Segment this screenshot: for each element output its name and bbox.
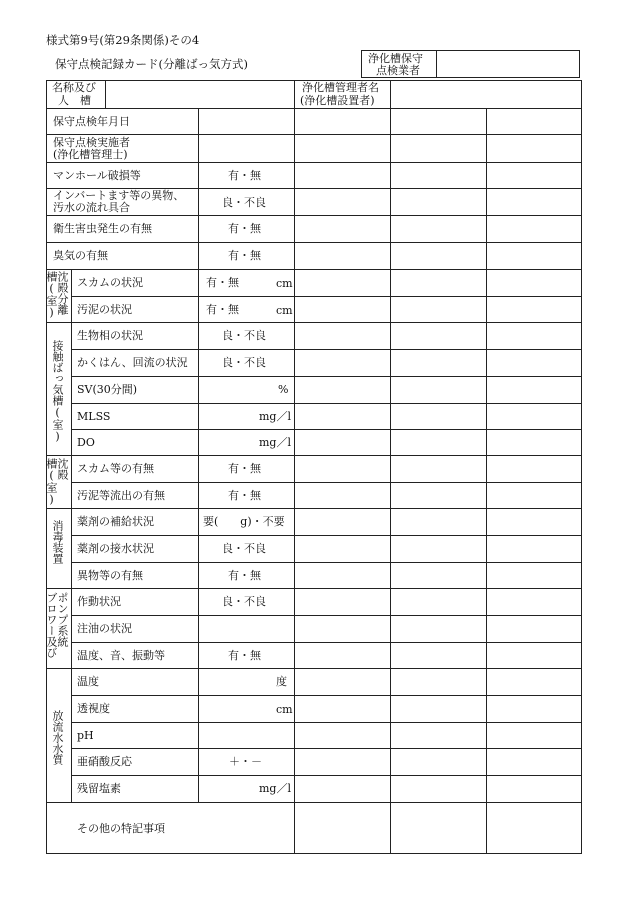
name-label-2: 人 槽 [58, 94, 91, 107]
row-pest-label: 衛生害虫発生の有無 [53, 222, 152, 235]
row-sludge2-label: 汚泥等流出の有無 [77, 489, 165, 502]
row-inspector-label-1: 保守点検実施者 [53, 136, 130, 149]
manager-label-2: (浄化槽設置者) [300, 94, 375, 107]
group-effluent-label: 放流水水質 [51, 710, 64, 765]
record-column-2[interactable] [392, 110, 484, 852]
contractor-label-1: 浄化槽保守 [368, 52, 423, 65]
row-do-label: DO [77, 436, 95, 449]
row-mlss-label: MLSS [77, 410, 111, 423]
row-do-unit: mg／l [259, 436, 291, 449]
contractor-label-2: 点検業者 [376, 64, 420, 77]
row-odor-label: 臭気の有無 [53, 249, 108, 262]
row-sludge-label: 汚泥の状況 [77, 303, 132, 316]
row-agent-label: 薬剤の補給状況 [77, 515, 154, 528]
row-sludge2-option: 有・無 [228, 489, 261, 502]
form-title: 保守点検記録カード(分離ばっ気方式) [55, 57, 248, 71]
row-scum2-label: スカム等の有無 [77, 462, 154, 475]
row-stir-option: 良・不良 [222, 356, 266, 369]
row-temp-label: 温度 [77, 675, 99, 688]
row-invert-label-1: インバートます等の異物、 [53, 189, 185, 202]
row-stir-label: かくはん、回流の状況 [77, 356, 188, 369]
name-input[interactable] [107, 82, 292, 106]
row-bio-label: 生物相の状況 [77, 329, 143, 342]
record-column-1[interactable] [296, 110, 388, 852]
group-aeration-label: 接触ばっ気槽(室) [51, 340, 64, 443]
group-pump-label-2: ブロワー及び [45, 592, 58, 658]
row-manhole-label: マンホール破損等 [53, 169, 141, 182]
row-ph-label: pH [77, 729, 94, 742]
row-foreign-option: 有・無 [228, 569, 261, 582]
row-chlorine-label: 残留塩素 [77, 782, 121, 795]
group-pump-label-1: ポンプ系統 [56, 592, 69, 647]
group-disinfection-label: 消毒装置 [51, 520, 64, 564]
row-invert-option: 良・不良 [222, 196, 266, 209]
row-clarity-unit: cm [276, 703, 293, 716]
record-column-3[interactable] [488, 110, 580, 852]
row-noise-option: 有・無 [228, 649, 261, 662]
row-temp-unit: 度 [276, 675, 287, 688]
row-oil-label: 注油の状況 [77, 622, 132, 635]
row-scum-label: スカムの状況 [77, 276, 143, 289]
row-chlorine-unit: mg／l [259, 782, 291, 795]
row-sludge-option: 有・無 [206, 303, 239, 316]
row-inspector-label-2: (浄化槽管理士) [53, 148, 128, 161]
manager-label-1: 浄化槽管理者名 [302, 81, 379, 94]
row-nitrite-label: 亜硝酸反応 [77, 755, 132, 768]
row-manhole-option: 有・無 [228, 169, 261, 182]
row-noise-label: 温度、音、振動等 [77, 649, 165, 662]
group-settling-label-2: 槽(室) [45, 271, 58, 319]
row-scum-unit: cm [276, 277, 293, 290]
row-mlss-unit: mg／l [259, 410, 291, 423]
row-invert-label-2: 汚水の流れ具合 [53, 201, 130, 214]
row-clarity-label: 透視度 [77, 702, 110, 715]
row-agent-option: 要( g)・不要 [203, 515, 285, 528]
row-pest-option: 有・無 [228, 222, 261, 235]
row-sv-label: SV(30分間) [77, 383, 138, 396]
row-sv-unit: % [278, 383, 289, 396]
group-sedimentation-label-1: 沈殿 [56, 458, 69, 480]
form-number: 様式第9号(第29条関係)その4 [46, 33, 200, 47]
row-foreign-label: 異物等の有無 [77, 569, 143, 582]
row-odor-option: 有・無 [228, 249, 261, 262]
group-settling-label-1: 沈殿分離 [56, 271, 69, 315]
row-agent-contact-label: 薬剤の接水状況 [77, 542, 154, 555]
row-scum-option: 有・無 [206, 276, 239, 289]
name-label-1: 名称及び [52, 81, 96, 94]
row-operation-label: 作動状況 [77, 595, 121, 608]
group-sedimentation-label-2: 槽(室) [45, 458, 58, 506]
row-date-label: 保守点検年月日 [53, 115, 130, 128]
row-nitrite-option: ＋・－ [229, 755, 262, 768]
contractor-input[interactable] [438, 51, 578, 76]
row-agent-contact-option: 良・不良 [222, 542, 266, 555]
row-other-label: その他の特記事項 [77, 822, 165, 835]
row-sludge-unit: cm [276, 304, 293, 317]
manager-input[interactable] [392, 82, 580, 106]
row-bio-option: 良・不良 [222, 329, 266, 342]
row-operation-option: 良・不良 [222, 595, 266, 608]
row-scum2-option: 有・無 [228, 462, 261, 475]
